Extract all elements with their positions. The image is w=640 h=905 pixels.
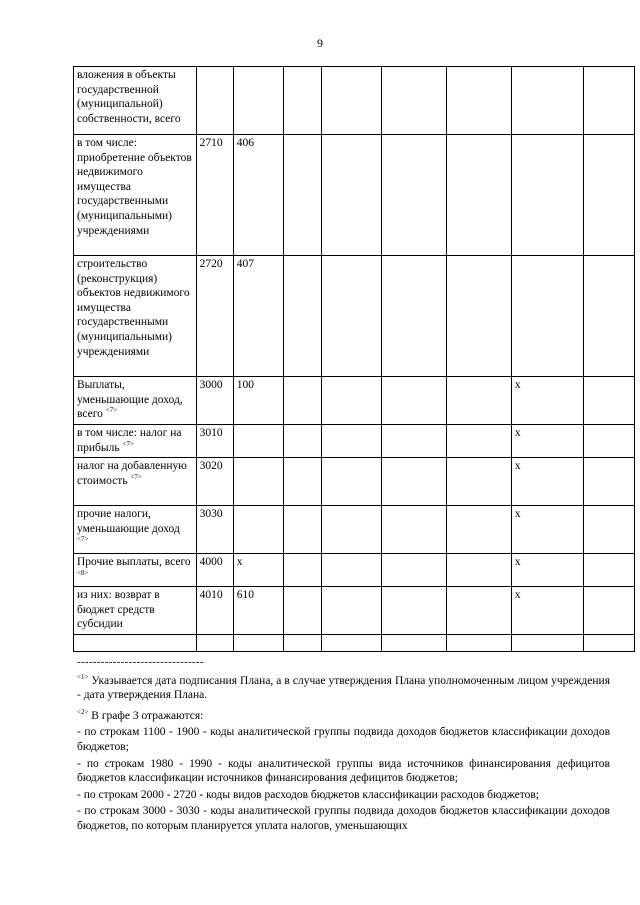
table-cell-c6 xyxy=(381,256,447,377)
row-name: Прочие выплаты, всего xyxy=(77,556,191,568)
row-name-cell xyxy=(74,256,197,377)
table-cell-c6 xyxy=(381,554,447,587)
table-cell-c7 xyxy=(447,425,512,458)
table-cell-c8 xyxy=(511,256,583,377)
table-cell-c9 xyxy=(584,554,635,587)
row-name: Выплаты, уменьшающие доход, всего xyxy=(77,379,183,421)
row-note-mark: <7> xyxy=(122,439,134,448)
table-cell-c5 xyxy=(322,67,381,135)
table-cell-c7 xyxy=(447,256,512,377)
footnote-item: - по строкам 1980 - 1990 - коды аналитической группы вида источников финансирования дефицитов бюджетов классификации источников финансирования дефицитов бюджетов; xyxy=(77,757,610,785)
table-row xyxy=(74,458,640,506)
table-row xyxy=(74,554,640,587)
row-name-cell xyxy=(74,587,197,635)
table-cell-c9 xyxy=(584,67,635,135)
row-name-cell xyxy=(74,377,197,425)
table-cell-code2 xyxy=(233,67,283,135)
table-cell-c7 xyxy=(447,554,512,587)
table-cell-c6 xyxy=(381,135,447,256)
row-name: в том числе: налог на прибыль xyxy=(77,427,182,454)
table-cell-c8: x xyxy=(511,554,583,587)
table-cell-c7 xyxy=(447,506,512,554)
row-name: вложения в объекты государственной (муниципальной) собственности, всего xyxy=(77,69,181,125)
table-cell-code2: x xyxy=(233,554,283,587)
row-name-cell xyxy=(74,506,197,554)
table-cell-c5 xyxy=(322,635,381,652)
table-cell-c5 xyxy=(322,377,381,425)
footnote-item: - по строкам 2000 - 2720 - коды видов расходов бюджетов классификации расходов бюджетов; xyxy=(77,788,539,801)
table-cell-c8: x xyxy=(511,587,583,635)
table-cell-c9 xyxy=(584,635,635,652)
footnote-1 xyxy=(77,670,610,703)
table-cell-code: 3000 xyxy=(196,377,233,425)
row-name: налог на добавленную стоимость xyxy=(77,460,187,487)
table-cell-c4 xyxy=(283,554,321,587)
footnote-1-text: Указывается дата подписания Плана, а в случае утверждения Плана уполномоченным лицом учреждения - дата утверждения Плана. xyxy=(77,674,610,702)
footnote-2-mark: <2> xyxy=(77,708,89,717)
table-cell-c9 xyxy=(584,256,635,377)
table-cell-c4 xyxy=(283,256,321,377)
table-cell-c5 xyxy=(322,256,381,377)
footnote-item: - по строкам 1100 - 1900 - коды аналитической группы подвида доходов бюджетов классификации доходов бюджетов; xyxy=(77,726,610,754)
table-cell-c5 xyxy=(322,458,381,506)
row-note-mark: <8> xyxy=(77,568,89,577)
plan-table xyxy=(73,66,640,652)
table-row xyxy=(74,135,640,256)
table-cell-c6 xyxy=(381,635,447,652)
table-cell-code2 xyxy=(233,425,283,458)
table-cell-c5 xyxy=(322,587,381,635)
row-name: прочие налоги, уменьшающие доход xyxy=(77,508,180,535)
table-cell-code2: 610 xyxy=(233,587,283,635)
table-row xyxy=(74,425,640,458)
table-cell-c9 xyxy=(584,377,635,425)
table-cell-c5 xyxy=(322,425,381,458)
row-name: в том числе: приобретение объектов недвижимого имущества государственными (муниципальными) учреждениями xyxy=(77,137,192,237)
row-note-mark: <7> xyxy=(77,535,89,544)
table-cell-code2: 407 xyxy=(233,256,283,377)
table-row xyxy=(74,587,640,635)
table-row xyxy=(74,256,640,377)
page-number: 9 xyxy=(317,36,323,50)
table-cell-c4 xyxy=(283,506,321,554)
table-cell-c8 xyxy=(511,67,583,135)
footnotes xyxy=(77,670,610,836)
table-cell-c7 xyxy=(447,135,512,256)
table-cell-c4 xyxy=(283,135,321,256)
table-cell-c9 xyxy=(584,425,635,458)
table-cell-c8: x xyxy=(511,506,583,554)
table-cell-c5 xyxy=(322,506,381,554)
table-cell-code2 xyxy=(233,635,283,652)
table-cell-c4 xyxy=(283,635,321,652)
table-cell-c4 xyxy=(283,587,321,635)
table-cell-code2 xyxy=(233,458,283,506)
table-cell-c7 xyxy=(447,67,512,135)
table-cell-c8 xyxy=(511,135,583,256)
row-name-cell xyxy=(74,425,197,458)
table-cell-code xyxy=(196,67,233,135)
table-cell-c6 xyxy=(381,587,447,635)
table-cell-c8: x xyxy=(511,377,583,425)
table-cell-c4 xyxy=(283,67,321,135)
table-cell-c7 xyxy=(447,458,512,506)
row-note-mark: <7> xyxy=(105,406,118,415)
table-cell-c7 xyxy=(447,377,512,425)
plan-table-body xyxy=(74,67,640,652)
table-cell-c9 xyxy=(584,587,635,635)
row-name: из них: возврат в бюджет средств субсидии xyxy=(77,589,160,631)
table-cell-code: 2710 xyxy=(196,135,233,256)
table-cell-c9 xyxy=(584,135,635,256)
table-cell-code: 3030 xyxy=(196,506,233,554)
table-cell-c4 xyxy=(283,425,321,458)
table-cell-c7 xyxy=(447,635,512,652)
table-cell-code: 4000 xyxy=(196,554,233,587)
table-cell-c8: x xyxy=(511,425,583,458)
footnote-2 xyxy=(77,705,610,723)
table-cell-code xyxy=(196,635,233,652)
table-cell-c6 xyxy=(381,67,447,135)
table-cell-c4 xyxy=(283,458,321,506)
table-cell-c9 xyxy=(584,506,635,554)
table-cell-c9 xyxy=(584,458,635,506)
table-cell-c5 xyxy=(322,554,381,587)
table-cell-c6 xyxy=(381,425,447,458)
row-name: строительство (реконструкция) объектов недвижимого имущества государственными (муниципальными) учреждениями xyxy=(77,258,190,358)
footnote-item: - по строкам 3000 - 3030 - коды аналитической группы подвида доходов бюджетов классификации доходов бюджетов, по которым планируется уплата налогов, уменьшающих xyxy=(77,805,610,832)
table-row xyxy=(74,506,640,554)
table-row xyxy=(74,635,640,652)
table-cell-code: 3010 xyxy=(196,425,233,458)
table-cell-c4 xyxy=(283,377,321,425)
table-cell-code2 xyxy=(233,506,283,554)
table-row xyxy=(74,377,640,425)
table-cell-c8: x xyxy=(511,458,583,506)
table-cell-c6 xyxy=(381,377,447,425)
row-name-cell xyxy=(74,635,197,652)
table-cell-code: 4010 xyxy=(196,587,233,635)
row-name-cell xyxy=(74,135,197,256)
table-cell-c6 xyxy=(381,506,447,554)
table-cell-code: 2720 xyxy=(196,256,233,377)
row-name-cell xyxy=(74,458,197,506)
footnote-2-text: В графе 3 отражаются: xyxy=(88,709,204,722)
table-cell-c6 xyxy=(381,458,447,506)
table-cell-c7 xyxy=(447,587,512,635)
footnote-separator: -------------------------------- xyxy=(77,656,204,668)
table-cell-c5 xyxy=(322,135,381,256)
table-row xyxy=(74,67,640,135)
footnote-1-mark: <1> xyxy=(77,673,89,681)
row-name-cell xyxy=(74,554,197,587)
table-cell-code: 3020 xyxy=(196,458,233,506)
table-cell-code2: 100 xyxy=(233,377,283,425)
row-name-cell xyxy=(74,67,197,135)
row-note-mark: <7> xyxy=(130,472,142,481)
table-cell-c8 xyxy=(511,635,583,652)
table-cell-code2: 406 xyxy=(233,135,283,256)
